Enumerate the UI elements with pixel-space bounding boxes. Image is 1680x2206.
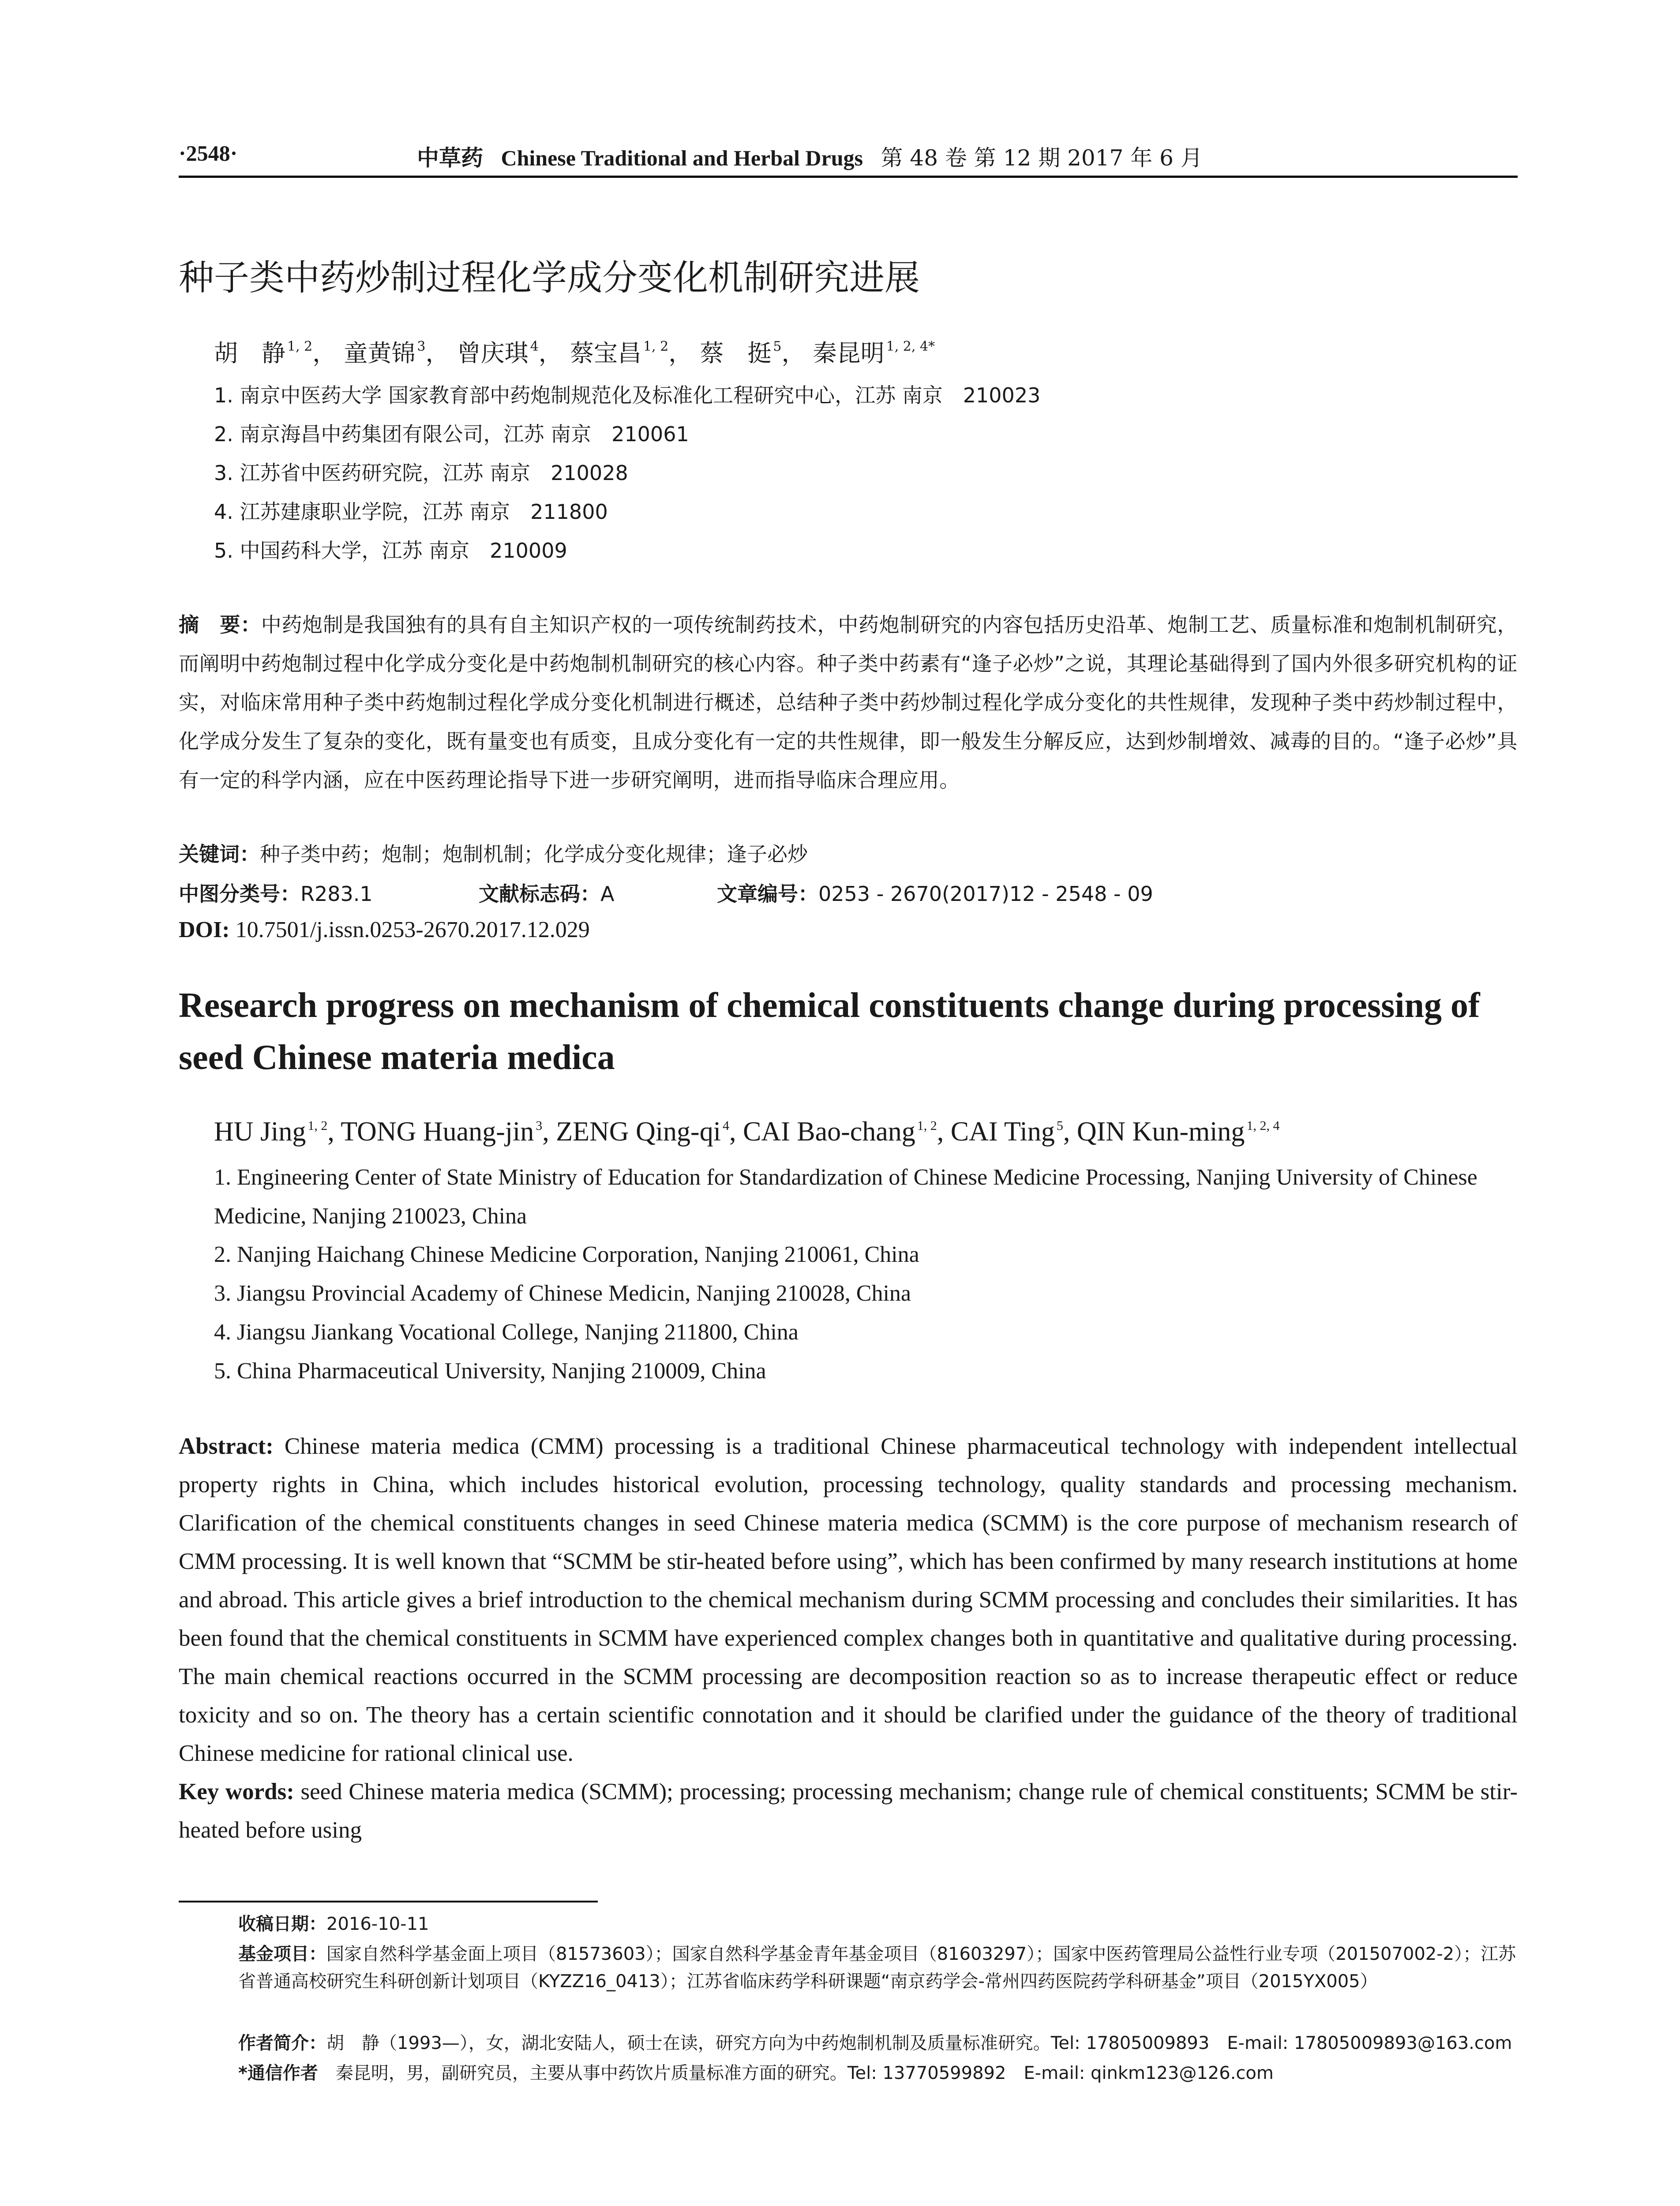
author-cn: 童黄锦 $^3$， [344, 339, 450, 367]
affiliation-en: 2. Nanjing Haichang Chinese Medicine Corporation, Nanjing 210061, China [214, 1242, 919, 1267]
affiliation-en: 4. Jiangsu Jiankang Vocational College, Nanjing 211800, China [214, 1320, 799, 1345]
author-cn: 蔡宝昌 $^{1, 2}$， [570, 339, 693, 367]
author-cn: 秦昆明 $^{1, 2, 4*}$ [813, 339, 935, 367]
journal-name-cn: 中草药 [417, 145, 483, 171]
footnote-fund: 基金项目：国家自然科学基金面上项目（81573603）；国家自然科学基金青年基金项目（81603297）；国家中医药管理局公益性行业专项（201507002-2）；江苏省普通高校研究生科研创新计划项目（KYZZ16_0413）；江苏省临床药学科研课题“南京药学会-常州四药医院药学科研基金”项目（2015YX005） [238, 1944, 1516, 1992]
article-number: 文章编号：0253 - 2670(2017)12 - 2548 - 09 [717, 882, 1153, 906]
abstract-cn-label: 摘 要： [179, 613, 261, 637]
author-en: HU Jing $^{1, 2}$, [214, 1117, 341, 1147]
affiliation-en: 3. Jiangsu Provincial Academy of Chinese Medicin, Nanjing 210028, China [214, 1281, 911, 1306]
affiliation-cn: 4. 江苏建康职业学院，江苏 南京 211800 [214, 500, 608, 524]
running-header [179, 140, 1518, 180]
abstract-en-label: Abstract: [179, 1433, 274, 1459]
title-cn: 种子类中药炒制过程化学成分变化机制研究进展 [179, 257, 920, 298]
title-en: Research progress on mechanism of chemical constituents change during processing of seed Chinese materia medica [179, 986, 1480, 1077]
journal-name-en: Chinese Traditional and Herbal Drugs [501, 146, 863, 170]
authors-en [214, 1116, 1279, 1148]
abstract-cn [179, 605, 1518, 799]
doi: DOI: 10.7501/j.issn.0253-2670.2017.12.029 [179, 917, 590, 942]
page-number: ·2548· [179, 141, 238, 165]
journal-info [417, 140, 1215, 172]
keywords-en-text: seed Chinese materia medica (SCMM); processing; processing mechanism; change rule of chemical constituents; SCMM be stir-heated before using [179, 1779, 1518, 1843]
footnote-rule [179, 1901, 598, 1902]
author-cn: 胡 静 $^{1, 2}$， [214, 339, 337, 367]
footnote-author: 作者简介：胡 静（1993—），女，湖北安陆人，硕士在读，研究方向为中药炮制机制及质量标准研究。Tel: 17805009893 E-mail: 17805009893@163.com [238, 2033, 1512, 2053]
affiliation-en: 1. Engineering Center of State Ministry of Education for Standardization of Chinese Medicine Processing, Nanjing University of Chinese Medicine, Nanjing 210023, China [214, 1165, 1478, 1229]
footnote-corresponding: *通信作者 秦昆明，男，副研究员，主要从事中药饮片质量标准方面的研究。Tel: 13770599892 E-mail: qinkm123@126.com [238, 2063, 1274, 2083]
affiliation-cn: 3. 江苏省中医药研究院，江苏 南京 210028 [214, 461, 628, 485]
affiliation-cn: 1. 南京中医药大学 国家教育部中药炮制规范化及标准化工程研究中心，江苏 南京 210023 [214, 383, 1041, 407]
footnote-received: 收稿日期：2016-10-11 [238, 1914, 429, 1934]
header-rule [179, 176, 1518, 178]
abstract-en [179, 1427, 1518, 1850]
affiliation-cn: 5. 中国药科大学，江苏 南京 210009 [214, 539, 567, 563]
classification-row [179, 878, 1153, 907]
author-en: CAI Ting $^5$, [950, 1117, 1077, 1147]
keywords-cn: 关键词：种子类中药；炮制；炮制机制；化学成分变化规律；逢子必炒 [179, 842, 808, 866]
abstract-en-text: Chinese materia medica (CMM) processing is a traditional Chinese pharmaceutical technology with independent intellectual property rights in China, which includes historical evolution, processing technology, quality standards and processing mechanism. Clarification of the chemical constituents changes in seed Chinese materia medica (SCMM) is the core purpose of mechanism research of CMM processing. It is well known that “SCMM be stir-heated before using”, which has been confirmed by many research institutions at home and abroad. This article gives a brief introduction to the chemical mechanism during SCMM processing and concludes their similarities. It has been found that the chemical constituents in SCMM have experienced complex changes both in quantitative and qualitative during processing. The main chemical reactions occurred in the SCMM processing are decomposition reaction so as to increase therapeutic effect or reduce toxicity and so on. The theory has a certain scientific connotation and it should be clarified under the guidance of the theory of traditional Chinese medicine for rational clinical use. [179, 1433, 1518, 1766]
classification-code: 中图分类号：R283.1 [179, 882, 373, 906]
affiliation-cn: 2. 南京海昌中药集团有限公司，江苏 南京 210061 [214, 422, 689, 446]
keywords-en-label: Key words: [179, 1779, 294, 1805]
author-en: TONG Huang-jin $^3$, [341, 1117, 556, 1147]
author-cn: 曾庆琪 $^4$， [457, 339, 562, 367]
document-code: 文献标志码：A [479, 882, 615, 906]
author-en: CAI Bao-chang $^{1, 2}$, [742, 1117, 951, 1147]
authors-cn [214, 334, 935, 368]
abstract-cn-text: 中药炮制是我国独有的具有自主知识产权的一项传统制药技术，中药炮制研究的内容包括历史沿革、炮制工艺、质量标准和炮制机制研究，而阐明中药炮制过程中化学成分变化是中药炮制机制研究的核心内容。种子类中药素有“逢子必炒”之说，其理论基础得到了国内外很多研究机构的证实，对临床常用种子类中药炮制过程化学成分变化机制进行概述，总结种子类中药炒制过程化学成分变化的共性规律，发现种子类中药炒制过程中，化学成分发生了复杂的变化，既有量变也有质变，且成分变化有一定的共性规律，即一般发生分解反应，达到炒制增效、减毒的目的。“逢子必炒”具有一定的科学内涵，应在中医药理论指导下进一步研究阐明，进而指导临床合理应用。 [179, 613, 1518, 792]
author-en: ZENG Qing-qi $^4$, [556, 1117, 743, 1147]
affiliation-en: 5. China Pharmaceutical University, Nanjing 210009, China [214, 1358, 766, 1384]
author-en: QIN Kun-ming $^{1, 2, 4}$ [1076, 1117, 1280, 1147]
doi-value[interactable]: 10.7501/j.issn.0253-2670.2017.12.029 [235, 917, 590, 942]
journal-issue: 第 48 卷 第 12 期 2017 年 6 月 [881, 145, 1203, 171]
author-cn: 蔡 挺 $^5$， [700, 339, 806, 367]
